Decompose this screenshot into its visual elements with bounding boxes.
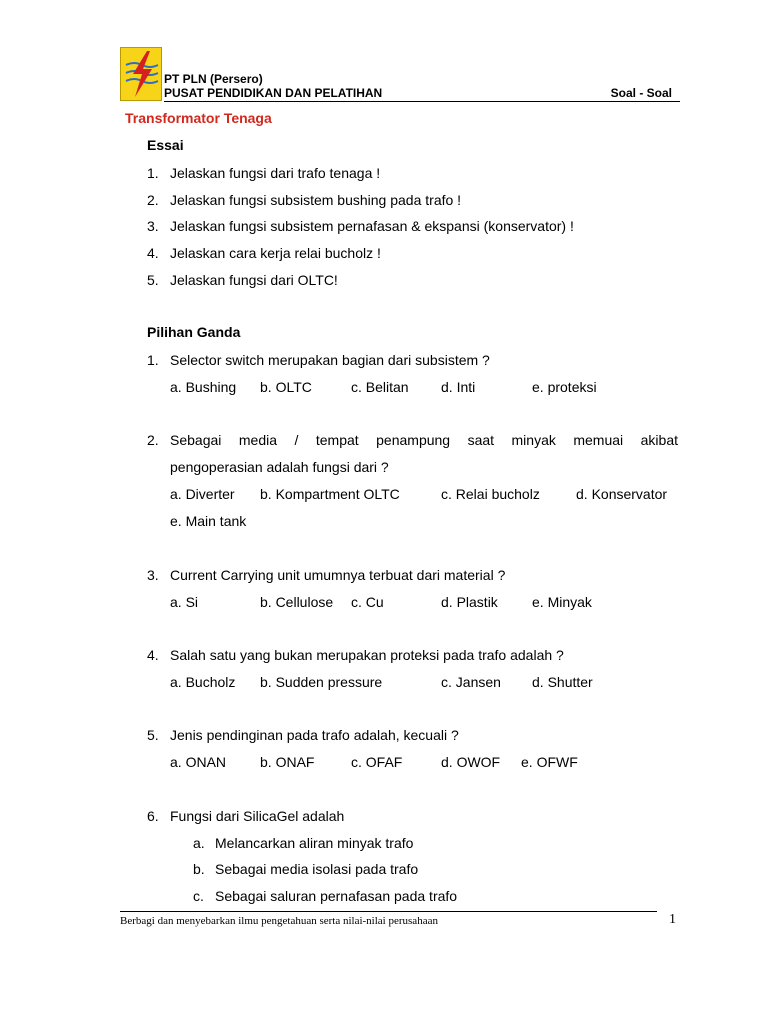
- header-company: PT PLN (Persero): [164, 72, 263, 86]
- answer-option: d. Konservator: [576, 486, 668, 502]
- question-text: Current Carrying unit umumnya terbuat dari material ?: [170, 567, 506, 583]
- question-number: 3.: [147, 567, 159, 583]
- essai-item-text: Jelaskan fungsi subsistem pernafasan & ekspansi (konservator) !: [170, 218, 574, 234]
- answer-option: d. Inti: [441, 379, 476, 395]
- footer-tagline: Berbagi dan menyebarkan ilmu pengetahuan serta nilai-nilai perusahaan: [120, 915, 438, 927]
- essai-item-number: 1.: [147, 165, 159, 181]
- answer-option: b. OLTC: [260, 379, 312, 395]
- essai-item-number: 2.: [147, 192, 159, 208]
- answer-option: a. Si: [170, 594, 199, 610]
- answer-option-text: Melancarkan aliran minyak trafo: [215, 835, 414, 851]
- header-institution: PUSAT PENDIDIKAN DAN PELATIHAN: [164, 86, 383, 100]
- answer-option: e. proteksi: [532, 379, 597, 395]
- answer-option: c. OFAF: [351, 754, 403, 770]
- section-heading-pilihan-ganda: Pilihan Ganda: [147, 324, 241, 340]
- answer-option: e. Main tank: [170, 513, 247, 529]
- question-text-continued: pengoperasian adalah fungsi dari ?: [170, 459, 389, 475]
- answer-option: a. ONAN: [170, 754, 227, 770]
- question-number: 2.: [147, 432, 159, 448]
- answer-option: b. Sudden pressure: [260, 674, 383, 690]
- answer-option: e. OFWF: [521, 754, 578, 770]
- answer-option-letter: a.: [193, 835, 205, 851]
- header-divider: [164, 101, 680, 102]
- answer-option: a. Bucholz: [170, 674, 236, 690]
- answer-option: a. Bushing: [170, 379, 237, 395]
- question-number: 4.: [147, 647, 159, 663]
- question-text: Salah satu yang bukan merupakan proteksi pada trafo adalah ?: [170, 647, 564, 663]
- answer-option: d. Shutter: [532, 674, 593, 690]
- essai-item-text: Jelaskan fungsi subsistem bushing pada trafo !: [170, 192, 462, 208]
- essai-item-number: 4.: [147, 245, 159, 261]
- question-text: Jenis pendinginan pada trafo adalah, kecuali ?: [170, 727, 459, 743]
- question-number: 5.: [147, 727, 159, 743]
- question-text: Sebagai media / tempat penampung saat minyak memuai akibat: [170, 432, 678, 448]
- answer-option: c. Jansen: [441, 674, 501, 690]
- essai-item-text: Jelaskan cara kerja relai bucholz !: [170, 245, 381, 261]
- question-text: Selector switch merupakan bagian dari subsistem ?: [170, 352, 490, 368]
- question-text: Fungsi dari SilicaGel adalah: [170, 808, 345, 824]
- answer-option: c. Cu: [351, 594, 384, 610]
- header-doc-type: Soal - Soal: [610, 86, 672, 100]
- essai-item-text: Jelaskan fungsi dari trafo tenaga !: [170, 165, 381, 181]
- answer-option: e. Minyak: [532, 594, 592, 610]
- answer-option: b. Cellulose: [260, 594, 334, 610]
- essai-item-number: 5.: [147, 272, 159, 288]
- answer-option: b. ONAF: [260, 754, 315, 770]
- document-title: Transformator Tenaga: [125, 110, 272, 126]
- answer-option: b. Kompartment OLTC: [260, 486, 400, 502]
- answer-option-text: Sebagai saluran pernafasan pada trafo: [215, 888, 458, 904]
- answer-option-letter: b.: [193, 861, 205, 877]
- essai-item-text: Jelaskan fungsi dari OLTC!: [170, 272, 338, 288]
- question-number: 1.: [147, 352, 159, 368]
- answer-option: a. Diverter: [170, 486, 235, 502]
- answer-option-letter: c.: [193, 888, 204, 904]
- footer-divider: [120, 911, 657, 912]
- answer-option: d. Plastik: [441, 594, 498, 610]
- question-number: 6.: [147, 808, 159, 824]
- section-heading-essai: Essai: [147, 137, 184, 153]
- answer-option: c. Belitan: [351, 379, 409, 395]
- essai-item-number: 3.: [147, 218, 159, 234]
- answer-option-text: Sebagai media isolasi pada trafo: [215, 861, 419, 877]
- answer-option: c. Relai bucholz: [441, 486, 540, 502]
- answer-option: d. OWOF: [441, 754, 501, 770]
- pln-logo: [120, 47, 162, 101]
- page-number: 1: [669, 912, 676, 927]
